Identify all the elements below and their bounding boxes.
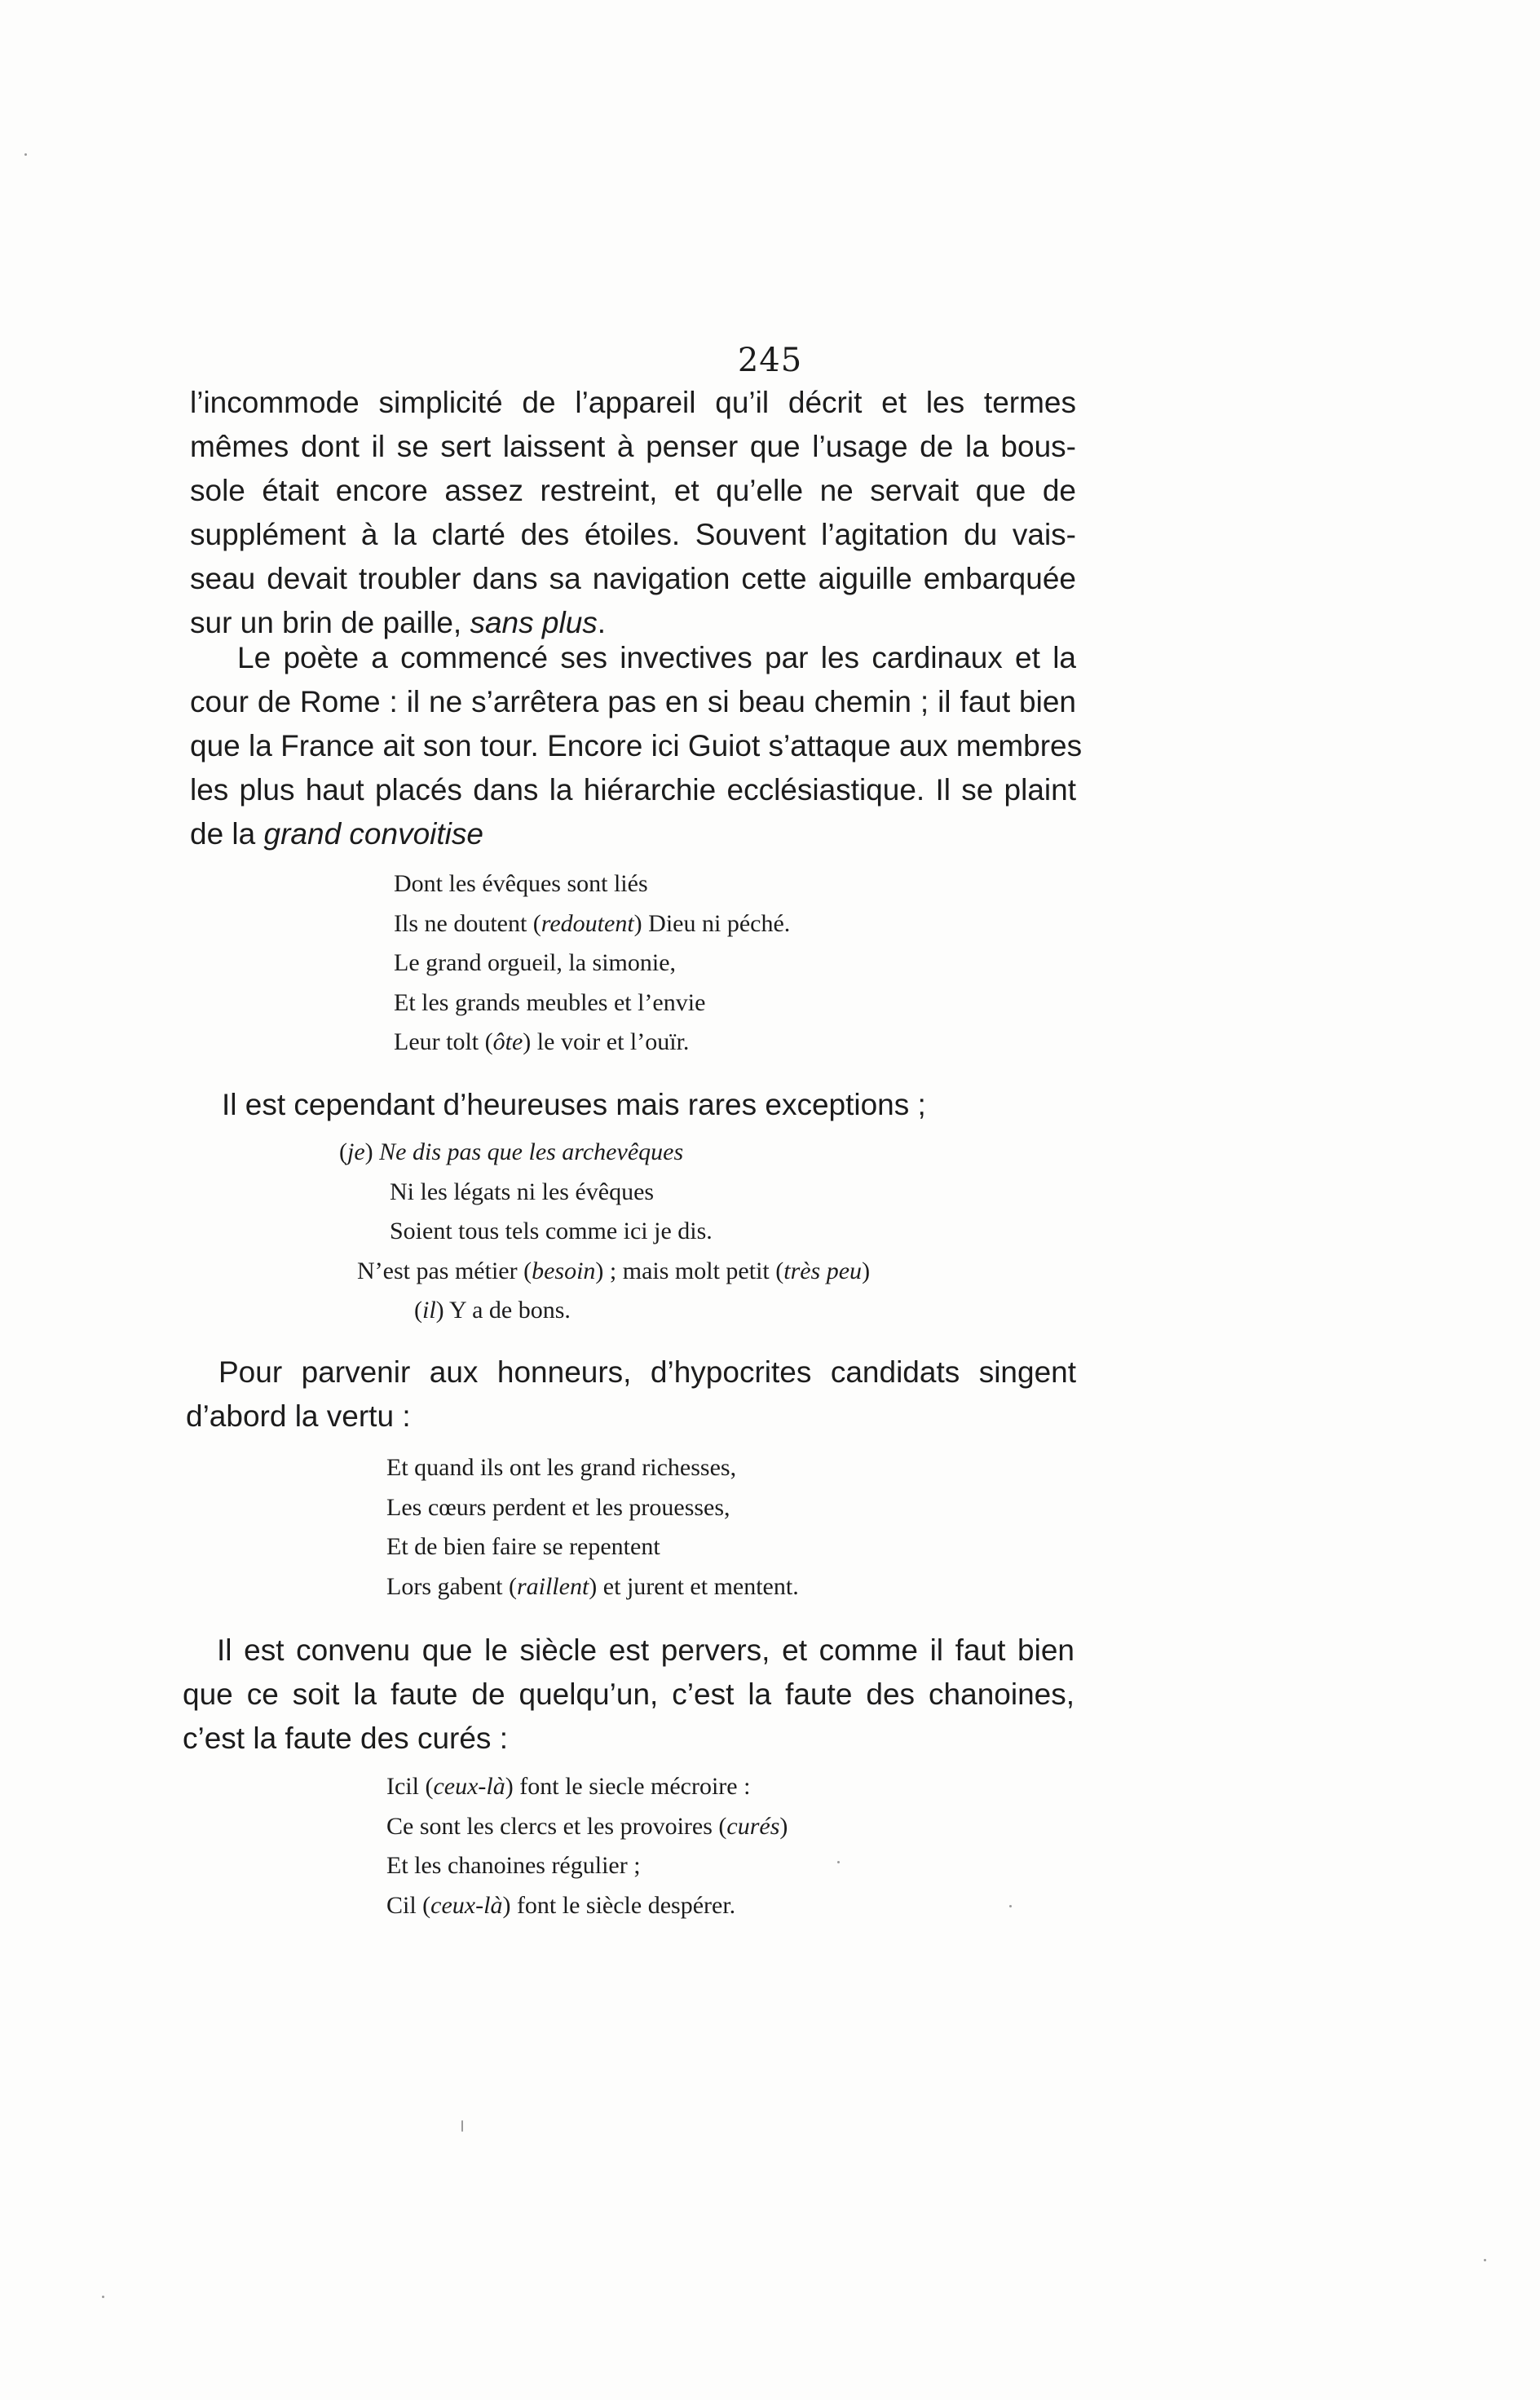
text-line: Il est convenu que le siècle est pervers, et comme il faut bien <box>217 1633 1074 1667</box>
verse-quotation <box>339 1133 870 1331</box>
verse-line: Et quand ils ont les grand richesses, <box>386 1454 737 1481</box>
verse-line: Le grand orgueil, la simonie, <box>394 949 677 976</box>
verse-line: Icil (ceux-là) font le siecle mécroire : <box>386 1773 751 1800</box>
text-line: Le poète a commencé ses invectives par les cardinaux et la <box>237 641 1076 674</box>
verse-line: Et les grands meubles et l’envie <box>394 988 706 1016</box>
text-line: les plus haut placés dans la hiérarchie ecclésiastique. Il se plaint <box>190 773 1076 807</box>
text-line: sur un brin de paille, sans plus. <box>190 606 607 639</box>
scan-speck <box>1484 2259 1486 2261</box>
text-line: Pour parvenir aux honneurs, d’hypocrites candidats singent <box>218 1355 1076 1389</box>
verse-line: Leur tolt (ôte) le voir et l’ouïr. <box>394 1028 690 1055</box>
text-line: supplément à la clarté des étoiles. Souvent l’agitation du vais- <box>190 518 1076 551</box>
scan-speck <box>102 2296 104 2298</box>
text-line: seau devait troubler dans sa navigation cette aiguille embarquée <box>190 562 1076 595</box>
text-line: cour de Rome : il ne s’arrêtera pas en si beau chemin ; il faut bien <box>190 685 1076 718</box>
verse-quotation <box>386 1767 788 1925</box>
verse-line: Ni les légats ni les évêques <box>390 1178 655 1205</box>
scan-speck <box>1009 1905 1012 1907</box>
verse-line: N’est pas métier (besoin) ; mais molt petit (très peu) <box>357 1257 871 1284</box>
text-line: que la France ait son tour. Encore ici Guiot s’attaque aux membres <box>190 729 1083 762</box>
verse-line: Soient tous tels comme ici je dis. <box>390 1218 713 1244</box>
verse-line: Et de bien faire se repentent <box>386 1533 660 1560</box>
verse-line: Ils ne doutent (redoutent) Dieu ni péché. <box>394 909 791 937</box>
page-number: 245 <box>737 342 803 379</box>
text-line: c’est la faute des curés : <box>183 1722 508 1755</box>
scan-speck <box>837 1861 840 1863</box>
text-line: que ce soit la faute de quelqu’un, c’est la faute des chanoines, <box>183 1677 1074 1711</box>
verse-line: (il) Y a de bons. <box>414 1297 571 1324</box>
text-line: l’incommode simplicité de l’appareil qu’il décrit et les termes <box>190 386 1076 419</box>
paragraph-compass <box>190 381 1076 645</box>
verse-line: Lors gabent (raillent) et jurent et mentent. <box>386 1572 799 1600</box>
paragraph-clergy <box>183 1629 1074 1761</box>
verse-line: Et les chanoines régulier ; <box>386 1852 641 1879</box>
text-line: sole était encore assez restreint, et qu’elle ne servait que de <box>190 474 1076 507</box>
text-line: Il est cependant d’heureuses mais rares exceptions ; <box>222 1088 926 1121</box>
paragraph-honours <box>186 1350 1076 1439</box>
verse-line: Ce sont les clercs et les provoires (curés) <box>386 1812 788 1840</box>
text-line: mêmes dont il se sert laissent à penser que l’usage de la bous- <box>190 430 1076 463</box>
scan-speck <box>461 2120 463 2132</box>
paragraph-exceptions <box>222 1083 1037 1127</box>
verse-line: Les cœurs perdent et les prouesses, <box>386 1493 730 1521</box>
text-line: de la grand convoitise <box>190 817 483 851</box>
verse-line: Cil (ceux-là) font le siècle despérer. <box>386 1891 736 1919</box>
scan-speck <box>24 153 27 156</box>
verse-quotation <box>386 1448 799 1607</box>
verse-line: (je) Ne dis pas que les archevêques <box>339 1138 684 1165</box>
verse-quotation <box>394 864 790 1063</box>
text-line: d’abord la vertu : <box>186 1399 411 1433</box>
verse-line: Dont les évêques sont liés <box>394 870 648 897</box>
paragraph-cardinals <box>190 636 1083 856</box>
